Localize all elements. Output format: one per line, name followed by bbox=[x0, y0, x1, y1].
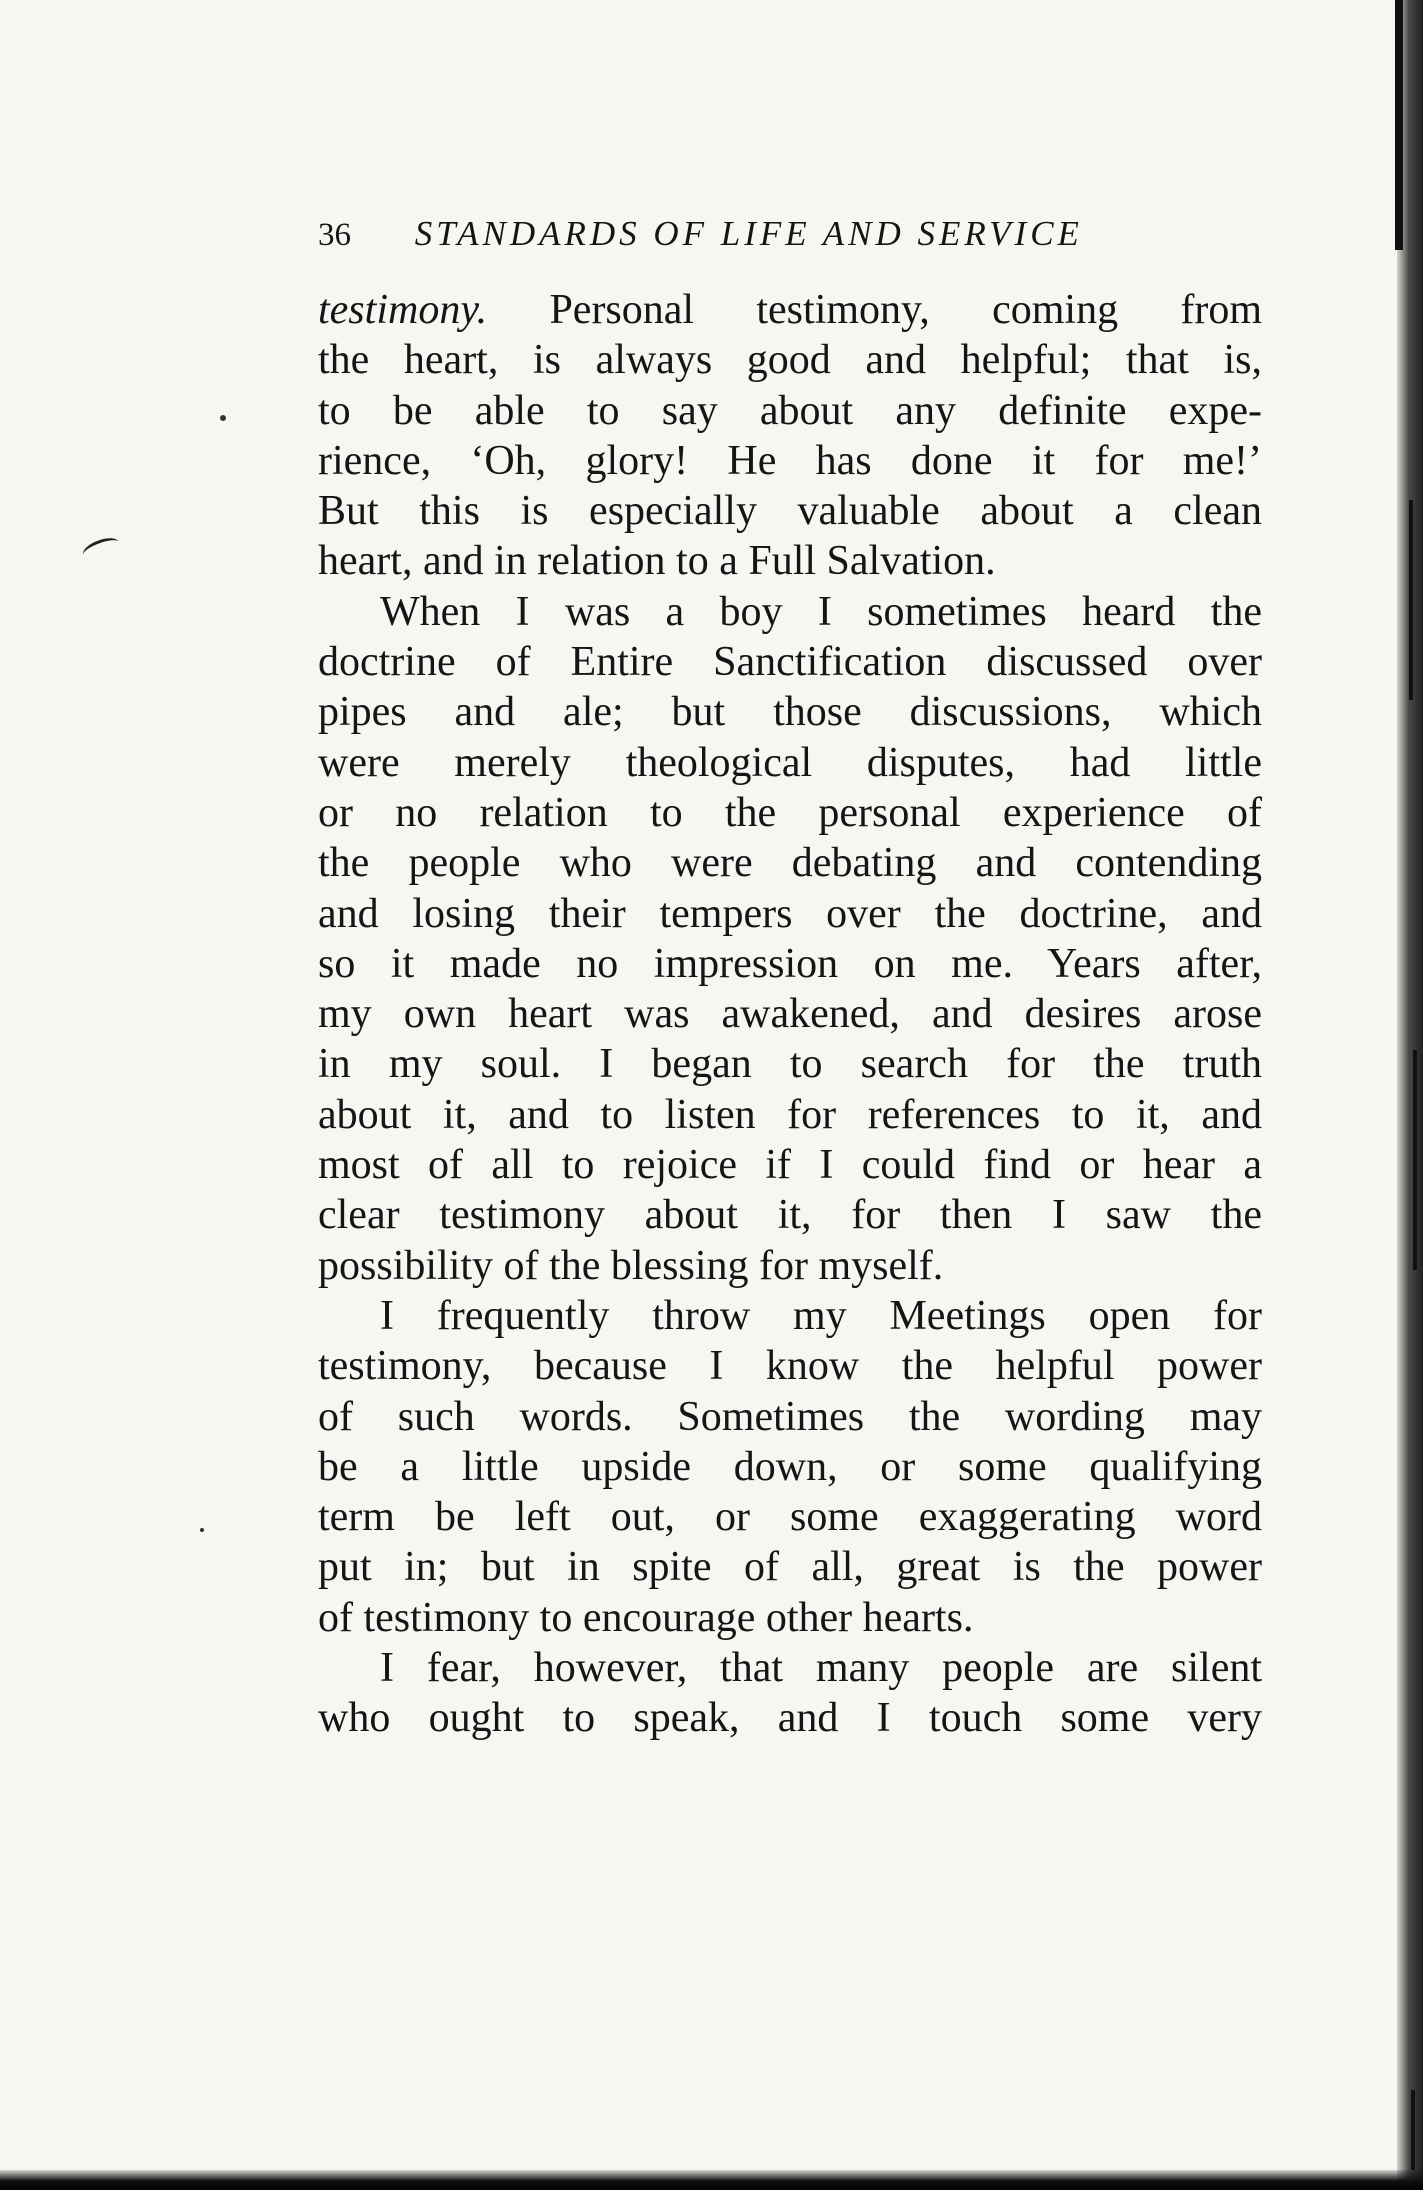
text-line: about it, and to listen for references to it, and bbox=[318, 1091, 1262, 1138]
text-line: I frequently throw my Meetings open for bbox=[380, 1292, 1262, 1339]
main-text bbox=[318, 285, 1262, 1744]
text-line: I fear, however, that many people are silent bbox=[380, 1645, 1262, 1692]
paragraph-2 bbox=[318, 587, 1262, 1291]
text-line: who ought to speak, and I touch some very bbox=[318, 1695, 1262, 1742]
text-line: of such words. Sometimes the wording may bbox=[318, 1393, 1262, 1440]
stray-pencil-mark bbox=[80, 534, 122, 563]
text-line: pipes and ale; but those discussions, which bbox=[318, 689, 1262, 736]
page-spine-shadow bbox=[1397, 0, 1423, 2190]
text-line: or no relation to the personal experience of bbox=[318, 789, 1262, 836]
right-edge-mark bbox=[1409, 500, 1413, 700]
text-line: my own heart was awakened, and desires arose bbox=[318, 991, 1262, 1038]
text-line: clear testimony about it, for then I saw the bbox=[318, 1192, 1262, 1239]
text-line: rience, ‘Oh, glory! He has done it for me!’ bbox=[318, 437, 1262, 484]
text-line: of testimony to encourage other hearts. bbox=[318, 1594, 974, 1641]
right-edge-mark bbox=[1395, 0, 1403, 250]
text-line: doctrine of Entire Sanctification discussed over bbox=[318, 639, 1262, 686]
text-line: When I was a boy I sometimes heard the bbox=[380, 588, 1262, 635]
text-line: But this is especially valuable about a clean bbox=[318, 488, 1262, 535]
text-line: the people who were debating and contending bbox=[318, 840, 1262, 887]
italic-text: testimony. bbox=[318, 287, 488, 333]
page-number: 36 bbox=[318, 217, 351, 253]
text-run: Personal testimony, coming from bbox=[487, 287, 1262, 333]
text-line: the heart, is always good and helpful; that is, bbox=[318, 337, 1262, 384]
paragraph-4 bbox=[318, 1643, 1262, 1744]
bottom-page-edge bbox=[0, 2170, 1423, 2190]
right-edge-mark bbox=[1413, 1050, 1417, 1270]
text-line: term be left out, or some exaggerating word bbox=[318, 1494, 1262, 1541]
right-edge-mark bbox=[1411, 2090, 1415, 2170]
text-line: put in; but in spite of all, great is the power bbox=[318, 1544, 1262, 1591]
text-line bbox=[318, 285, 1262, 335]
paragraph-1 bbox=[318, 285, 1262, 587]
text-line: possibility of the blessing for myself. bbox=[318, 1242, 944, 1289]
text-line: testimony, because I know the helpful power bbox=[318, 1343, 1262, 1390]
text-line: to be able to say about any definite expe- bbox=[318, 387, 1262, 434]
paragraph-3 bbox=[318, 1291, 1262, 1643]
margin-dot bbox=[220, 415, 226, 421]
text-line: were merely theological disputes, had little bbox=[318, 739, 1262, 786]
text-line: be a little upside down, or some qualifying bbox=[318, 1443, 1262, 1490]
text-line: heart, and in relation to a Full Salvation. bbox=[318, 538, 996, 585]
text-line: so it made no impression on me. Years after, bbox=[318, 940, 1262, 987]
running-header bbox=[318, 214, 1278, 262]
margin-dot bbox=[200, 1528, 204, 1532]
text-line: and losing their tempers over the doctrine, and bbox=[318, 890, 1262, 937]
running-title: STANDARDS OF LIFE AND SERVICE bbox=[414, 214, 1083, 253]
text-line: most of all to rejoice if I could find or hear a bbox=[318, 1142, 1262, 1189]
text-line: in my soul. I began to search for the truth bbox=[318, 1041, 1262, 1088]
